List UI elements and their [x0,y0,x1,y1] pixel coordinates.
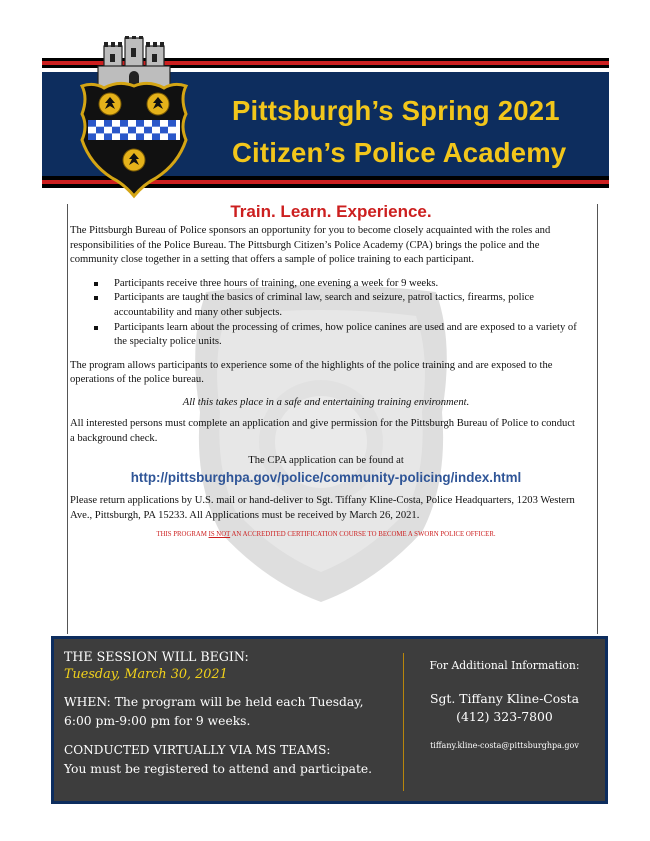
environment-note: All this takes place in a safe and entertaining training environment. [182,396,470,408]
disclaimer-part-2: AN ACCREDITED CERTIFICATION COURSE TO BECOME A SWORN POLICE OFFICER. [230,531,496,539]
contact-email[interactable]: tiffany.kline-costa@pittsburghpa.gov [430,741,579,750]
register-line: You must be registered to attend and participate. [64,762,373,776]
info-heading: For Additional Information: [429,659,580,672]
application-link[interactable]: http://pittsburghpa.gov/police/community-policing/index.html [130,470,522,486]
contact-phone[interactable]: (412) 323-7800 [456,709,553,724]
when-line-2: 6:00 pm-9:00 pm for 9 weeks. [64,714,251,728]
bullet-item: Participants learn about the processing of crimes, how police canines are used and are exposed to a variety of the specialty police units. [94,321,582,350]
disclaimer-part-1: THIS PROGRAM [156,531,209,539]
virtual-line: CONDUCTED VIRTUALLY VIA MS TEAMS: [64,743,331,757]
contact-name: Sgt. Tiffany Kline-Costa [430,691,579,706]
application-label: The CPA application can be found at [248,455,404,467]
bullet-item: Participants are taught the basics of criminal law, search and seizure, patrol tactics, firearms, police accountability and many other subjects. [94,291,582,320]
tagline: Train. Learn. Experience. [230,202,432,221]
title-line-1: Pittsburgh’s Spring 2021 [232,95,560,126]
disclaimer [70,531,582,538]
bullet-item: Participants receive three hours of training, one evening a week for 9 weeks. [94,277,582,292]
panel-divider [403,653,404,791]
highlights-paragraph: The program allows participants to experience some of the highlights of the police training and are exposed to the operations of the police bureau. [70,359,553,386]
content-frame-right [597,204,598,634]
return-info-paragraph: Please return applications by U.S. mail or hand-deliver to Sgt. Tiffany Kline-Costa, Police Headquarters, 1203 Western Ave., Pittsburgh, PA 15233. All Applications must be received by March 26, 2021. [70,495,575,521]
session-info-panel [51,636,608,804]
requirement-paragraph: All interested persons must complete an application and give permission for the Pittsburgh Bureau of Police to conduct a background check. [70,417,575,444]
title-line-2: Citizen’s Police Academy [232,137,567,168]
content-body [70,202,582,538]
when-line-1: WHEN: The program will be held each Tuesday, [64,695,364,709]
program-bullets [94,277,582,350]
session-date: Tuesday, March 30, 2021 [64,667,228,682]
page-title [232,90,572,174]
intro-paragraph: The Pittsburgh Bureau of Police sponsors an opportunity for you to become closely acquainted with the roles and responsibilities of the Police Bureau. The Pittsburgh Citizen’s Police Academy (CPA) brings the police and the community close together in a setting that offers a sample of police training to each participant. [70,225,551,266]
session-heading: THE SESSION WILL BEGIN: [64,649,249,664]
content-frame-left [67,204,68,634]
disclaimer-not: IS NOT [208,531,231,539]
city-crest-logo [74,36,194,202]
